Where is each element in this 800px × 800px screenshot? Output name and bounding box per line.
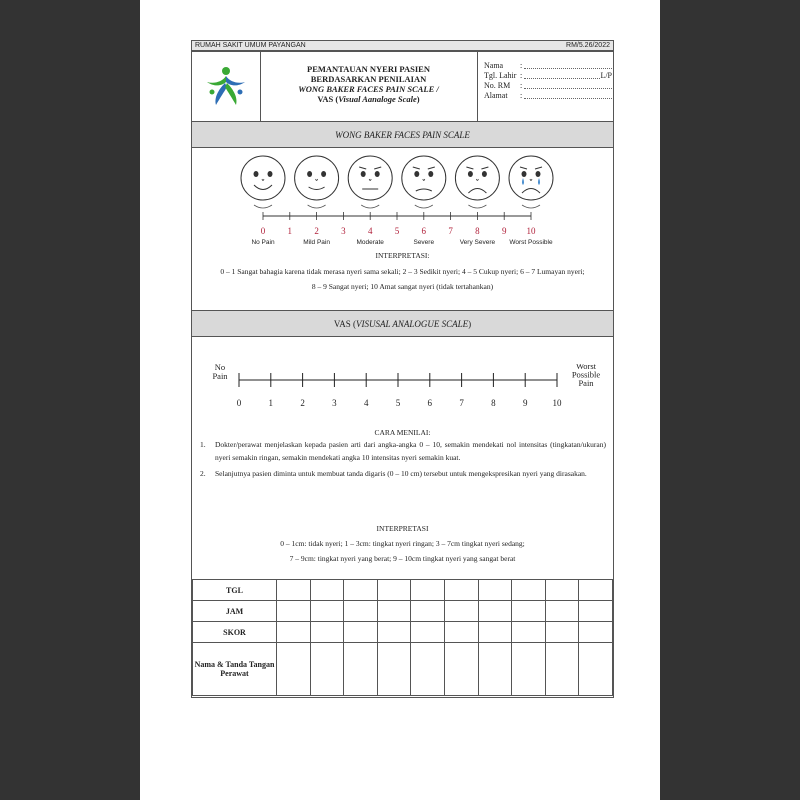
face-label: Severe (413, 239, 435, 246)
patient-field-label: Nama (484, 61, 504, 70)
patient-field-label: Alamat (484, 91, 508, 100)
wong-baker-faces-scale (192, 148, 613, 248)
record-cell[interactable] (478, 622, 512, 643)
wong-interp-line-2: 8 – 9 Sangat nyeri; 10 Amat sangat nyeri (tidak tertahankan) (311, 282, 494, 291)
wong-tick-label: 1 (287, 226, 293, 236)
record-row-label: Nama & Tanda Tangan Perawat (193, 643, 277, 696)
record-cell[interactable] (512, 601, 546, 622)
record-cell[interactable] (377, 580, 411, 601)
wong-tick-label: 0 (260, 226, 266, 236)
cara-item-2: 2. Selanjutnya pasien diminta untuk membuat tanda digaris (0 – 10 cm) tersebut untuk mengekspresikan nyeri yang dirasakan. (200, 469, 587, 478)
record-cell[interactable] (444, 580, 478, 601)
record-cell[interactable] (512, 643, 546, 696)
monitoring-record-table (192, 579, 613, 696)
form-page (140, 0, 660, 800)
wong-tick-label: 9 (501, 226, 507, 236)
vas-tick-label: 5 (395, 398, 401, 408)
vas-tick-label: 10 (552, 398, 562, 408)
vas-tick-label: 6 (427, 398, 433, 408)
record-cell[interactable] (512, 580, 546, 601)
wong-tick-label: 10 (526, 226, 536, 236)
record-cell[interactable] (478, 643, 512, 696)
record-cell[interactable] (545, 601, 579, 622)
title-line-4: VAS (Visual Aanaloge Scale) (317, 94, 420, 104)
record-cell[interactable] (444, 601, 478, 622)
header-strip (191, 40, 614, 51)
vas-right-label: Pain (578, 378, 594, 388)
title-line-3: WONG BAKER FACES PAIN SCALE / (298, 84, 439, 94)
record-cell[interactable] (411, 622, 445, 643)
cara-menilai-list (200, 438, 606, 480)
wong-tick-label: 2 (314, 226, 319, 236)
title-row (192, 52, 613, 122)
record-cell[interactable] (411, 580, 445, 601)
record-cell[interactable] (344, 622, 378, 643)
patient-field-2[interactable]: No. RM : (484, 81, 612, 91)
vas-left-label: No (214, 364, 226, 372)
record-cell[interactable] (579, 622, 613, 643)
record-cell[interactable] (478, 601, 512, 622)
vas-tick-label: 0 (236, 398, 242, 408)
hospital-logo (192, 52, 261, 121)
record-cell[interactable] (344, 643, 378, 696)
patient-field-3[interactable]: Alamat : (484, 91, 612, 101)
vas-tick-label: 8 (491, 398, 496, 408)
face-label: Worst Possible (509, 239, 553, 246)
record-row-nama-tanda-tangan (193, 643, 613, 696)
vas-tick-label: 1 (268, 398, 274, 408)
face-label: Very Severe (459, 239, 496, 246)
record-row-skor (193, 622, 613, 643)
wong-tick-label: 7 (448, 226, 453, 236)
record-cell[interactable] (411, 601, 445, 622)
form-body (191, 51, 614, 698)
vas-tick-label: 4 (363, 398, 369, 408)
vas-tick-label: 2 (300, 398, 305, 408)
record-cell[interactable] (512, 622, 546, 643)
record-cell[interactable] (310, 643, 344, 696)
record-cell[interactable] (377, 601, 411, 622)
vas-tick-label: 9 (522, 398, 528, 408)
cara-title: CARA MENILAI: (374, 428, 431, 437)
record-cell[interactable] (377, 622, 411, 643)
face-label: Mild Pain (303, 239, 330, 246)
record-cell[interactable] (545, 622, 579, 643)
record-cell[interactable] (444, 622, 478, 643)
patient-field-label: Tgl. Lahir (484, 71, 517, 80)
record-cell[interactable] (344, 601, 378, 622)
record-cell[interactable] (545, 580, 579, 601)
record-cell[interactable] (310, 622, 344, 643)
patient-identity (484, 61, 612, 101)
wong-tick-label: 8 (475, 226, 480, 236)
record-row-label: TGL (193, 580, 277, 601)
vas-heading: VAS (VISUSAL ANALOGUE SCALE) (192, 310, 613, 337)
vas-left-label: Pain (212, 371, 228, 381)
record-row-label: JAM (193, 601, 277, 622)
hospital-name: RUMAH SAKIT UMUM PAYANGAN (195, 42, 306, 49)
vas-interp-title: INTERPRETASI (376, 524, 429, 533)
wong-tick-label: 5 (394, 226, 400, 236)
record-cell[interactable] (545, 643, 579, 696)
record-row-jam (193, 601, 613, 622)
record-cell[interactable] (478, 580, 512, 601)
form-code: RM/5.26/2022 (566, 42, 610, 49)
wong-interp-title: INTERPRETASI: (375, 251, 430, 260)
record-cell[interactable] (310, 601, 344, 622)
record-cell[interactable] (277, 601, 311, 622)
vas-right-label: Worst (575, 364, 597, 371)
vas-tick-label: 3 (332, 398, 337, 408)
vas-right-label: Possible (571, 369, 601, 380)
record-cell[interactable] (277, 643, 311, 696)
record-cell[interactable] (277, 580, 311, 601)
title-line-2: BERDASARKAN PENILAIAN (310, 74, 427, 84)
record-row-tgl (193, 580, 613, 601)
wong-tick-label: 3 (341, 226, 346, 236)
vas-interp-line-1: 0 – 1cm: tidak nyeri; 1 – 3cm: tingkat nyeri ringan; 3 – 7cm tingkat nyeri sedang; (280, 539, 525, 548)
record-cell[interactable] (344, 580, 378, 601)
wong-tick-label: 4 (367, 226, 373, 236)
patient-field-label: No. RM (484, 81, 511, 90)
cara-item-1: 1. Dokter/perawat menjelaskan kepada pasien arti dari angka-angka 0 – 10, semakin mendekati nol intensitas (tingkatan/ukuran) nyeri semakin ringan, semakin mendekati angka 10 intensitas nyeri semakin kuat. (200, 440, 606, 462)
visual-analogue-scale (192, 364, 613, 424)
face-label: Moderate (356, 239, 384, 246)
record-cell[interactable] (310, 580, 344, 601)
patient-field-1[interactable]: Tgl. Lahir : L/P (484, 71, 612, 80)
title-line-1: PEMANTAUAN NYERI PASIEN (307, 64, 430, 74)
record-cell[interactable] (579, 643, 613, 696)
wong-interp-line-1: 0 – 1 Sangat bahagia karena tidak merasa nyeri sama sekali; 2 – 3 Sedikit nyeri; 4 – 5 Cukup nyeri; 6 – 7 Lumayan nyeri; (220, 267, 585, 276)
gender-label: L/P (600, 71, 612, 80)
face-label: No Pain (251, 239, 275, 246)
record-row-label: SKOR (193, 622, 277, 643)
record-cell[interactable] (411, 643, 445, 696)
wong-baker-heading: WONG BAKER FACES PAIN SCALE (192, 121, 613, 148)
vas-interp-line-2: 7 – 9cm: tingkat nyeri yang berat; 9 – 10cm tingkat nyeri yang sangat berat (289, 554, 516, 563)
record-cell[interactable] (579, 580, 613, 601)
wong-tick-label: 6 (421, 226, 427, 236)
vas-tick-label: 7 (459, 398, 464, 408)
record-cell[interactable] (277, 622, 311, 643)
record-cell[interactable] (444, 643, 478, 696)
record-cell[interactable] (579, 601, 613, 622)
form-title (260, 52, 478, 121)
patient-field-0[interactable]: Nama : (484, 61, 612, 71)
record-cell[interactable] (377, 643, 411, 696)
